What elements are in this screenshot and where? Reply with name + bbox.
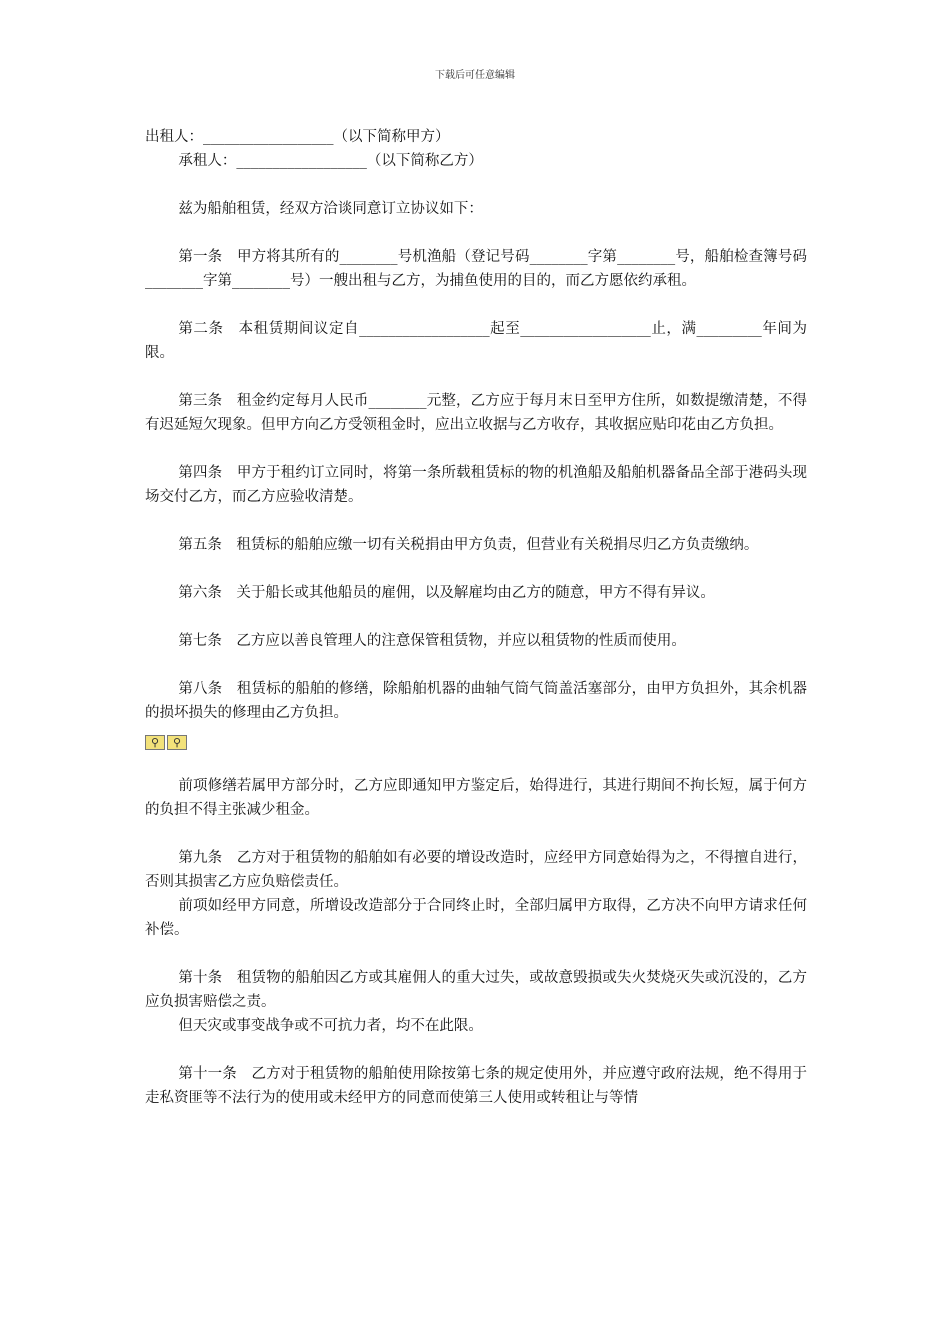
- paragraph: 第四条 甲方于租约订立同时，将第一条所载租赁标的物的机渔船及船舶机器备品全部于港码头现场交付乙方，而乙方应验收清楚。: [145, 465, 807, 505]
- paragraph: 第七条 乙方应以善良管理人的注意保管租赁物，并应以租赁物的性质而使用。: [178, 633, 686, 649]
- paragraph: 前项如经甲方同意，所增设改造部分于合同终止时，全部归属甲方取得，乙方决不向甲方请求任何补偿。: [145, 898, 807, 938]
- inline-icons: [145, 735, 807, 750]
- paragraph: 第六条 关于船长或其他船员的雇佣，以及解雇均由乙方的随意，甲方不得有异议。: [178, 585, 715, 601]
- paragraph: 第五条 租赁标的船舶应缴一切有关税捐由甲方负责，但营业有关税捐尽归乙方负责缴纳。: [178, 537, 759, 553]
- link-icon[interactable]: ⚲: [145, 735, 165, 750]
- contract-clauses-part2: [145, 774, 807, 1110]
- link-icon[interactable]: ⚲: [167, 735, 187, 750]
- paragraph: 第一条 甲方将其所有的________号机渔船（登记号码________字第________号，船舶检查簿号码________字第________号）一艘出租与乙方，为捕鱼使用的目的，而乙方愿依约承租。: [145, 249, 807, 289]
- paragraph: 出租人：__________________（以下简称甲方）: [145, 129, 450, 145]
- paragraph: 第二条 本租赁期间议定自__________________起至__________________止，满_________年间为限。: [145, 321, 807, 361]
- paragraph: 但天灾或事变战争或不可抗力者，均不在此限。: [178, 1018, 483, 1034]
- paragraph: 第九条 乙方对于租赁物的船舶如有必要的增设改造时，应经甲方同意始得为之，不得擅自进行，否则其损害乙方应负赔偿责任。: [145, 850, 807, 890]
- paragraph: 第三条 租金约定每月人民币________元整，乙方应于每月末日至甲方住所，如数提缴清楚，不得有迟延短欠现象。但甲方向乙方受领租金时，应出立收据与乙方收存，其收据应贴印花由乙方负担。: [145, 393, 807, 433]
- contract-body: [145, 125, 807, 1110]
- page-header: 下载后可任意编辑: [435, 70, 515, 81]
- paragraph: 承租人：__________________（以下简称乙方）: [178, 153, 483, 169]
- paragraph: 第八条 租赁标的船舶的修缮，除船舶机器的曲轴气筒气筒盖活塞部分，由甲方负担外，其余机器的损坏损失的修理由乙方负担。: [145, 681, 807, 721]
- paragraph: 兹为船舶租赁，经双方洽谈同意订立协议如下：: [178, 201, 483, 217]
- paragraph: 第十一条 乙方对于租赁物的船舶使用除按第七条的规定使用外，并应遵守政府法规，绝不得用于走私资匪等不法行为的使用或未经甲方的同意而使第三人使用或转租让与等情: [145, 1066, 807, 1106]
- contract-clauses-part1: [145, 125, 807, 725]
- paragraph: 前项修缮若属甲方部分时，乙方应即通知甲方鉴定后，始得进行，其进行期间不拘长短，属于何方的负担不得主张减少租金。: [145, 778, 807, 818]
- paragraph: 第十条 租赁物的船舶因乙方或其雇佣人的重大过失，或故意毁损或失火焚烧灭失或沉没的，乙方应负损害赔偿之责。: [145, 970, 807, 1010]
